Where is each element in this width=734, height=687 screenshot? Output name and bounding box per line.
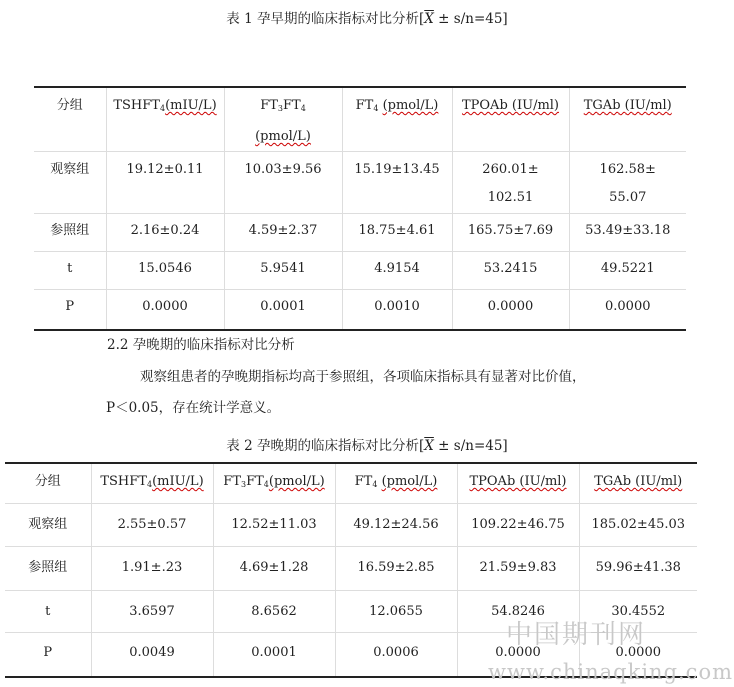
table-cell: 30.4552	[611, 603, 666, 619]
table-cell: 4.69±1.28	[239, 559, 309, 575]
table2-header-ft3ft4: $FT_3FT_4(pmol/L)$	[213, 463, 335, 503]
table-cell: 0.0000	[487, 299, 534, 314]
row-label: P	[43, 644, 53, 660]
table1-header-tpoab: TPOAb (IU/ml)	[452, 87, 569, 152]
table-cell: 12.52±11.03	[231, 516, 317, 532]
table-cell: 109.22±46.75	[471, 516, 565, 532]
table-cell: 49.12±24.56	[353, 516, 439, 532]
table-cell: 10.03±9.56	[244, 162, 322, 177]
table-cell: 19.12±0.11	[126, 162, 204, 177]
table-cell: 0.0001	[260, 299, 306, 314]
table1-caption-suffix: ± s/n=45]	[433, 11, 508, 27]
table2-caption-suffix: ± s/n=45]	[433, 438, 508, 454]
table-cell: 4.9154	[374, 261, 420, 276]
table-cell: 53.49±33.18	[585, 223, 671, 238]
table-cell: 0.0000	[615, 644, 661, 660]
table-cell: 0.0000	[142, 299, 188, 314]
table-cell: 185.02±45.03	[591, 516, 686, 532]
row-label: 参照组	[28, 559, 68, 575]
table-cell: 15.0546	[138, 261, 192, 276]
table-cell: 59.96±41.38	[595, 559, 681, 575]
table1-header-row	[34, 87, 686, 152]
row-label: 观察组	[28, 516, 68, 532]
table-cell: 0.0006	[373, 644, 419, 660]
table-cell: 49.5221	[600, 261, 655, 276]
table2-caption-xbar: $\overline{X}$	[424, 438, 434, 454]
table2-header-tsh: $TSHFT_4(mIU/L)$	[91, 463, 213, 503]
table1-header-group: 分组	[34, 87, 106, 152]
table-cell: 1.91±.23	[121, 559, 183, 575]
row-label: 参照组	[50, 223, 90, 238]
table-cell: 0.0000	[605, 299, 651, 314]
table-cell: 0.0000	[495, 644, 541, 660]
section-heading: 2.2 孕晚期的临床指标对比分析	[107, 337, 295, 353]
watermark-url: www.chinaqking.com	[488, 660, 734, 684]
table2-header-tpoab: TPOAb (IU/ml)	[457, 463, 579, 503]
table1	[34, 86, 686, 331]
table-cell: 5.9541	[260, 261, 306, 276]
table-cell: 15.19±13.45	[354, 162, 440, 177]
table-cell: 260.01±	[482, 162, 539, 177]
table-cell: 8.6562	[251, 603, 297, 619]
table-cell: 21.59±9.83	[479, 559, 557, 575]
table-row	[34, 152, 686, 214]
table2-caption	[0, 434, 734, 454]
row-label: t	[67, 261, 73, 276]
row-label: P	[65, 299, 75, 314]
table-cell: 4.59±2.37	[248, 223, 318, 238]
table-cell: 0.0010	[374, 299, 420, 314]
table2-header-row	[5, 463, 697, 503]
table-cell: 3.6597	[129, 603, 175, 619]
table-row	[34, 252, 686, 290]
table-cell: 165.75±7.69	[467, 223, 554, 238]
table2-caption-prefix: 表 2 孕晚期的临床指标对比分析[	[226, 438, 425, 454]
table-row	[34, 290, 686, 330]
table1-caption	[0, 7, 734, 27]
table1-caption-prefix: 表 1 孕早期的临床指标对比分析[	[226, 11, 425, 27]
table-cell: 162.58±	[599, 162, 656, 177]
table1-header-ft4: $FT_4$ (pmol/L)	[342, 87, 452, 152]
table2-header-group: 分组	[5, 463, 91, 503]
table-cell: 53.2415	[483, 261, 538, 276]
table2-header-tgab: TGAb (IU/ml)	[579, 463, 697, 503]
row-label: t	[45, 603, 51, 619]
table-row	[5, 503, 697, 546]
table1-header-tsh: $TSHFT_4(mIU/L)$	[106, 87, 224, 152]
table-row	[5, 546, 697, 590]
table-cell: 2.55±0.57	[117, 516, 187, 532]
table-cell: 2.16±0.24	[130, 223, 200, 238]
row-label: 观察组	[50, 162, 90, 177]
table-cell: 16.59±2.85	[357, 559, 435, 575]
table1-caption-xbar: $\overline{X}$	[424, 11, 434, 27]
table1-header-ft3ft4: $FT_3FT_4$ (pmol/L)	[224, 87, 342, 152]
table-cell: 0.0049	[129, 644, 175, 660]
table-cell: 102.51	[487, 190, 534, 205]
table-cell: 18.75±4.61	[358, 223, 436, 238]
paragraph-line-1: 观察组患者的孕晚期指标均高于参照组，各项临床指标具有显著对比价值，	[140, 369, 586, 385]
table2-header-ft4: $FT_4$ (pmol/L)	[335, 463, 457, 503]
table1-header-tgab: TGAb (IU/ml)	[569, 87, 686, 152]
table-cell: 12.0655	[369, 603, 423, 619]
table-cell: 55.07	[609, 190, 647, 205]
table-row	[34, 214, 686, 252]
paragraph-line-2: P＜0.05，存在统计学意义。	[106, 400, 281, 416]
table-cell: 54.8246	[491, 603, 545, 619]
table-cell: 0.0001	[251, 644, 297, 660]
watermark-title: 中国期刊网	[506, 620, 647, 650]
